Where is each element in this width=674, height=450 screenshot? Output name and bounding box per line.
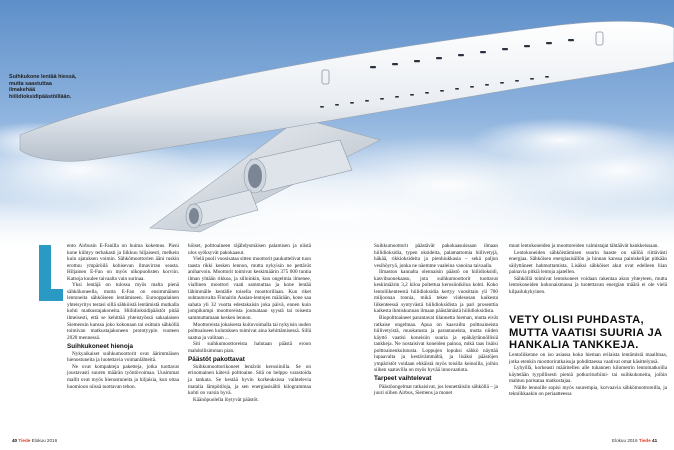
body-paragraph: Suihkumoottorit päästävät pakokaasuissaan ilmaan hiilidioksidia, typen oksideita, palamattomia hiilivetyjä, häkää, rikkioksideita ja pienhiukkasia – sekä paljon vesihöyryä, jonka ne näemme vaaleina vanoina taivaalla. xyxy=(374,243,498,269)
body-paragraph: Näille lennoille sopisi myös suurempia, korvaavia sähkömoottoreilla, ja tekniikkaakin on periaatteessa xyxy=(509,384,667,398)
right-column-2-continued xyxy=(509,352,667,398)
section-heading: Tarpeet vaihtelevat xyxy=(374,375,432,383)
body-paragraph: Yksi lentäjä on tulossa myös malta pienä sähkökoneella, mutta E-Fan on ensimmäinen lentoneita sähköiseen lentämiseen. Eurooppalainen yhteisyritys testasi sillä sähköistä lentämistä mutkalla kohti matkustajakoneita. Hiilidioksidipäästöt pitää ilmeisesti, että se kehittää yhteistyössä saksalaisen Siemensin kanssa joko kokonaan tai osittain sähköllä toimivan matkustajakoneen prototyypin vuoteen 2020 mennessä. xyxy=(67,282,179,341)
body-paragraph: Ne ovat kompakteja paketteja, jotka tuottavat joustavasti suuren määrän työntövoimaa. Uusimmat mallit ovat myös hienostuneita ja hiljaisia, kun ottaa huomioon niissä tuottavan tehon. xyxy=(67,363,179,390)
body-paragraph: Moottoreista jokaisesta kuituvoimalla tai nykyisin uuden polttoaineen kulutuksen toimivat aina kehittämisessä. Sillä saatua ja valitaan ... xyxy=(188,321,311,341)
body-paragraph: Lentoliikenne on iso asiassa koko hieman erilaista lentämistä maailmaa, jotka etenkin moottoriratkaisuja pohdittaessa vaativat omat käsittelynsä. xyxy=(509,352,667,365)
section-heading: Päästöt pakottavat xyxy=(188,355,245,363)
body-paragraph: Päästöongelmat ratkaisivat, jos lennettäisiin sähköllä – ja juuri siihen Airbus, Siemens ja monet xyxy=(374,383,498,397)
issue-right: Elokuu 2016 xyxy=(612,438,638,443)
issue-left: Elokuu 2016 xyxy=(31,438,58,443)
body-paragraph: ento Airbusin E-Fanilla on huima kokemus. Pieni kone kiihtyy terhakasti ja liikkuu hiljaisesti, melkein kuin ajatuksen voimin. Sähkömoottorien ääni tuskin erottuu ympäröilä kohisevan ilmavirran seasta. Hiljainen E-Fan on myös ulkopuolisten korviin. Katsoja kuulee taivaalta vain surinaa. xyxy=(67,243,179,282)
body-paragraph: Käänöpuolella löytyvät päästöt. xyxy=(193,396,259,403)
magazine-name-left: Tiede xyxy=(18,438,31,443)
image-caption: Suihkukone lentää hiessä, mutta saastuttaa ilmakehää hiilidioksidipäästöillään. xyxy=(9,74,77,100)
left-page-footer xyxy=(12,438,57,443)
section-heading: Suihkukoneet hienoja xyxy=(67,342,134,350)
drop-cap-letter xyxy=(37,245,63,301)
page-number-right: 41 xyxy=(652,438,658,443)
pull-quote: VETY OLISI PUHDASTA, MUTTA VAATISI SUURIA JA HANKALIA TANKKEJA. xyxy=(509,314,662,352)
body-paragraph: Ilmaston kannalta olennaisin päästö on hiilidioksidi, kasvihuonekaasu, jota suihkumoottorit tuottavat keskimäärin 3,2 kiloa poltettua kerosiinikiloa kohti. Koko lentoliikenteestä hiilidioksidia kertyy vuosittain yli 700 miljoonaa tonnia, mikä tekee viidesosan kaikesta liikenteessä syntyvästä hiilidioksidista ja pari prosenttia kaikesta ihmiskunnan ilmaan päästämästä hiilidioksidista. xyxy=(374,269,498,315)
body-paragraph: Siti suihkumoottoreista halutaan päästä eroon mahdollisimman pian. xyxy=(188,341,311,354)
body-paragraph: Lentokoneiden sähköistämisen suurin haaste on säilöä riittävästi energiaa. Sähköisen energiasisällön ja hinnan kanssa painiskelijat pitkään säilyttäneet hahmottamista. Lisäksi sähköiset akut ovat edelleen liian painavia pitkiä lentoja ajatellen. xyxy=(509,249,667,276)
body-paragraph: Biopolttoaineet parantavat tilannetta hieman, mutta eivät ratkaise ongelmaa. Apua on kaavailtu polttoaineista hiilivetyistä, muokatusta ja parantaneista, mutta niiden käyttö vaatisi koneisiin suuria ja epäkäytännöllisiä tankkeja. Ne nostaisivat koneiden painoa, mikä taas lisäisi polttoainenkulutusta. Loppujen lopuksi sähkö näyttää lupaavalta ja kestävämmältä, ja lisäksi päästöjen ympäristöt voidaan ehkäistä myös toisilla keinoilla, joihin siihen saatavilla on myös hyvää innovaatiota. xyxy=(374,315,498,374)
left-column-2 xyxy=(188,243,311,403)
right-column-2 xyxy=(509,243,667,295)
body-paragraph: Lyhyillä, korkeasti määritellen alle tuhannen kilometrin lentomatkoilla käytetään tyypillisesti pieniä potkuriturbiini- tai suihkukoneita, joihin mahtuu parisataa matkustajaa. xyxy=(509,365,667,385)
magazine-name-right: Tiede xyxy=(638,438,651,443)
page-number-left: 40 xyxy=(12,438,18,443)
right-column-1 xyxy=(374,243,498,397)
body-paragraph: Nykyaikaiset suihkumoottorit ovat äärimmäisen hienostuneita ja luotettavia voimanlähteitä. xyxy=(67,350,179,364)
body-paragraph: Suihkumoottorikoneet lentävät kerosiinilla. Se on erinomainen kätevä polttoaine. Sitä on helppo varastoida ja tankata. Se kestää hyvin korkeuksissa vaihtelevia matalia lämpötiloja, ja sen energiasisältö kilogrammaa kohti on varsin hyvä. xyxy=(188,363,311,397)
left-column-1 xyxy=(67,243,179,390)
body-paragraph: höiset, polttoaineen räjähdysmäisen palamisen ja niistä ulos syöksyvät pakokaasut. xyxy=(188,243,311,256)
right-page-footer xyxy=(612,438,657,443)
body-paragraph: Vielä puoli vuosisataa sitten moottorit paukuttelivat tuon taasta rikki kesken lennon, mutta nykyisin ne pettävät aniharvoin. Moottorit toimivat keskimäärin 375 000 tuntia ilman yhtään rikkoa, ja silloinkin, kun ongelmia ilmenee, viallinen moottori vaati sammuttaa ja kone lentää lähimmälle kentälle toisella moottorillaan. Kun riket suhtautuvalta Finnairin Aasian-lentojen määrään, kone saa sahata yli 32 vuotta edestakaisin joka päivä, ennen kuin jompikumpi moottoreista joutuataan syystä tai toisesta sammuttamaan kesken lennon. xyxy=(188,256,311,322)
body-paragraph: muut lentokoneiden ja moottoreiden valmistajat tähtäävät hankkeissaan. xyxy=(509,243,659,249)
body-paragraph: Sähköllä toimivat lentokoneet voidaan rakentaa akun yhteyteen, mutta lentokoneiden kokonaismassa ja tuotettavan energian määrä ei ole vielä kilpailukykyinen. xyxy=(509,275,667,295)
